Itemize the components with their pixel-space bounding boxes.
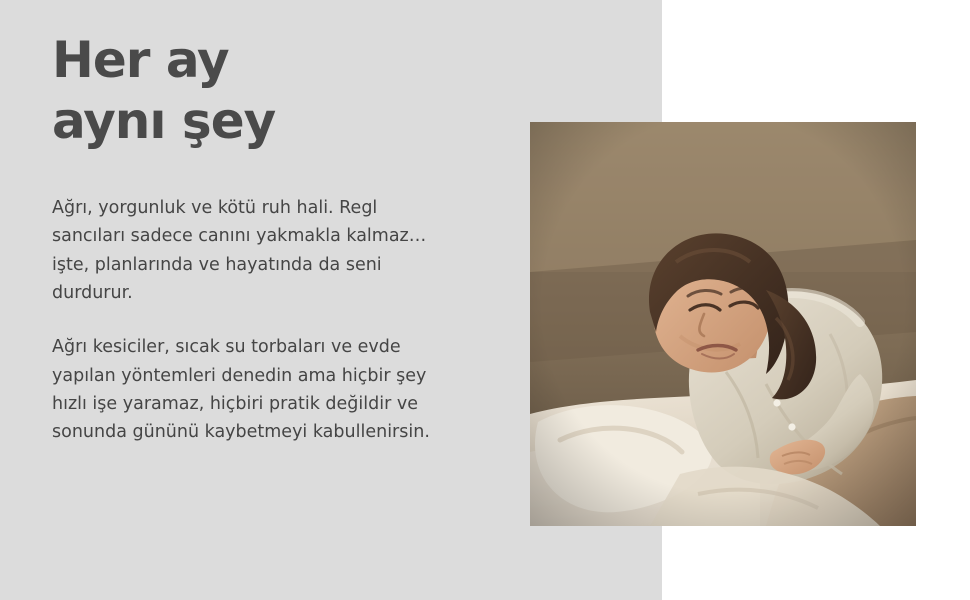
text-content-block	[52, 30, 482, 447]
paragraph-1: Ağrı, yorgunluk ve kötü ruh hali. Regl sancıları sadece canını yakmakla kalmaz… işte, planlarında ve hayatında da seni durdurur.	[52, 198, 427, 304]
paragraph-2: Ağrı kesiciler, sıcak su torbaları ve evde yapılan yöntemleri denedin ama hiçbir şey hızlı işe yaramaz, hiçbiri pratik değildir ve sonunda gününü kaybetmeyi kabullenirsin.	[52, 337, 430, 443]
page-title	[52, 30, 482, 152]
headline-line-1: Her ay	[52, 31, 229, 89]
photo-illustration	[530, 122, 916, 526]
hero-photo	[530, 122, 916, 526]
body-copy	[52, 194, 452, 447]
headline-line-2: aynı şey	[52, 92, 276, 150]
